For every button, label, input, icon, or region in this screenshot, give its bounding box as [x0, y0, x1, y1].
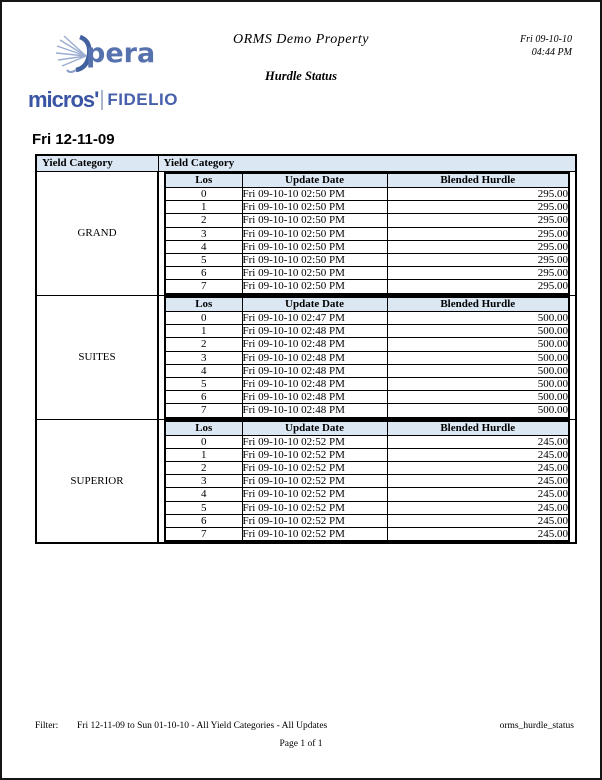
los-cell: 1 — [165, 201, 242, 214]
update-date-cell: Fri 09-10-10 02:48 PM — [242, 325, 387, 338]
update-date-cell: Fri 09-10-10 02:50 PM — [242, 280, 387, 294]
micros-fidelio-logo — [28, 87, 178, 113]
blended-hurdle-cell: 295.00 — [387, 253, 569, 266]
table-row — [165, 338, 569, 351]
table-row — [165, 253, 569, 266]
blended-hurdle-cell: 295.00 — [387, 227, 569, 240]
category-cell: GRAND — [36, 171, 158, 295]
blended-hurdle-cell: 500.00 — [387, 364, 569, 377]
blended-hurdle-cell: 245.00 — [387, 527, 569, 541]
inner-body — [165, 436, 569, 542]
category-cell: SUITES — [36, 295, 158, 419]
inner-col-header: Los — [165, 297, 242, 312]
inner-col-header: Los — [165, 421, 242, 436]
los-cell: 7 — [165, 280, 242, 294]
los-cell: 2 — [165, 214, 242, 227]
table-row — [165, 214, 569, 227]
inner-col-header: Blended Hurdle — [387, 297, 569, 312]
table-row — [165, 325, 569, 338]
update-date-cell: Fri 09-10-10 02:48 PM — [242, 377, 387, 390]
table-row — [165, 462, 569, 475]
blended-hurdle-cell: 500.00 — [387, 338, 569, 351]
table-row — [165, 475, 569, 488]
table-row — [165, 436, 569, 449]
update-date-cell: Fri 09-10-10 02:50 PM — [242, 240, 387, 253]
outer-header-yield-category-right: Yield Category — [158, 155, 576, 171]
hurdle-table-body — [36, 155, 576, 543]
blended-hurdle-cell: 295.00 — [387, 188, 569, 201]
update-date-cell: Fri 09-10-10 02:47 PM — [242, 312, 387, 325]
blended-hurdle-cell: 245.00 — [387, 514, 569, 527]
inner-body — [165, 312, 569, 418]
los-cell: 2 — [165, 338, 242, 351]
page-number: Page 1 of 1 — [279, 739, 323, 749]
update-date-cell: Fri 09-10-10 02:52 PM — [242, 475, 387, 488]
los-table — [164, 420, 570, 543]
table-row — [165, 201, 569, 214]
los-cell: 2 — [165, 462, 242, 475]
los-cell: 0 — [165, 312, 242, 325]
los-cell: 0 — [165, 436, 242, 449]
update-date-cell: Fri 09-10-10 02:52 PM — [242, 462, 387, 475]
update-date-cell: Fri 09-10-10 02:50 PM — [242, 214, 387, 227]
blended-hurdle-cell: 245.00 — [387, 436, 569, 449]
los-cell: 3 — [165, 351, 242, 364]
table-row — [165, 391, 569, 404]
outer-header-yield-category-left: Yield Category — [36, 155, 158, 171]
los-cell: 6 — [165, 267, 242, 280]
blended-hurdle-cell: 500.00 — [387, 404, 569, 418]
update-date-cell: Fri 09-10-10 02:52 PM — [242, 449, 387, 462]
report-time: 04:44 PM — [531, 47, 572, 58]
blended-hurdle-cell: 295.00 — [387, 201, 569, 214]
los-cell: 6 — [165, 514, 242, 527]
los-cell: 3 — [165, 475, 242, 488]
table-row — [165, 227, 569, 240]
update-date-cell: Fri 09-10-10 02:48 PM — [242, 404, 387, 418]
los-cell: 1 — [165, 325, 242, 338]
logo-divider — [101, 90, 103, 110]
los-cell: 1 — [165, 449, 242, 462]
filter-value: Fri 12-11-09 to Sun 01-10-10 - All Yield Categories - All Updates — [77, 721, 328, 731]
update-date-cell: Fri 09-10-10 02:52 PM — [242, 514, 387, 527]
update-date-cell: Fri 09-10-10 02:48 PM — [242, 351, 387, 364]
inner-header-row — [165, 421, 569, 436]
inner-col-header: Update Date — [242, 173, 387, 188]
report-subtitle: Hurdle Status — [265, 69, 337, 83]
blended-hurdle-cell: 245.00 — [387, 488, 569, 501]
inner-header-row — [165, 173, 569, 188]
los-cell: 6 — [165, 391, 242, 404]
yield-category-section — [36, 295, 576, 419]
table-row — [165, 404, 569, 418]
outer-header-row — [36, 155, 576, 171]
blended-hurdle-cell: 295.00 — [387, 214, 569, 227]
update-date-cell: Fri 09-10-10 02:48 PM — [242, 338, 387, 351]
inner-col-header: Blended Hurdle — [387, 173, 569, 188]
table-row — [165, 488, 569, 501]
inner-body — [165, 188, 569, 294]
table-row — [165, 527, 569, 541]
filter-label: Filter: — [35, 721, 59, 731]
footer-filter-line — [35, 721, 574, 731]
update-date-cell: Fri 09-10-10 02:52 PM — [242, 527, 387, 541]
yield-category-section — [36, 171, 576, 295]
blended-hurdle-cell: 500.00 — [387, 391, 569, 404]
fidelio-logo-text: FIDELIO — [107, 90, 178, 109]
inner-col-header: Update Date — [242, 297, 387, 312]
los-cell: 0 — [165, 188, 242, 201]
los-cell: 5 — [165, 501, 242, 514]
inner-col-header: Update Date — [242, 421, 387, 436]
inner-col-header: Los — [165, 173, 242, 188]
table-row — [165, 449, 569, 462]
update-date-cell: Fri 09-10-10 02:48 PM — [242, 391, 387, 404]
report-datetime — [520, 33, 572, 59]
los-cell: 7 — [165, 527, 242, 541]
blended-hurdle-cell: 295.00 — [387, 280, 569, 294]
table-row — [165, 501, 569, 514]
category-cell: SUPERIOR — [36, 419, 158, 543]
los-table — [164, 296, 570, 419]
table-row — [165, 188, 569, 201]
los-cell: 4 — [165, 240, 242, 253]
update-date-cell: Fri 09-10-10 02:50 PM — [242, 188, 387, 201]
report-date: Fri 09-10-10 — [520, 34, 572, 45]
inner-col-header: Blended Hurdle — [387, 421, 569, 436]
table-row — [165, 280, 569, 294]
blended-hurdle-cell: 500.00 — [387, 351, 569, 364]
micros-logo-text: micros' — [28, 87, 99, 112]
report-title: ORMS Demo Property — [232, 32, 369, 47]
report-file-name: orms_hurdle_status — [499, 721, 574, 731]
hurdle-table — [35, 154, 577, 544]
table-row — [165, 364, 569, 377]
hurdle-table-wrap — [35, 154, 577, 544]
update-date-cell: Fri 09-10-10 02:52 PM — [242, 501, 387, 514]
table-row — [165, 240, 569, 253]
blended-hurdle-cell: 500.00 — [387, 325, 569, 338]
update-date-cell: Fri 09-10-10 02:48 PM — [242, 364, 387, 377]
update-date-cell: Fri 09-10-10 02:50 PM — [242, 227, 387, 240]
blended-hurdle-cell: 500.00 — [387, 312, 569, 325]
opera-logo-text: pera — [86, 38, 156, 69]
table-row — [165, 514, 569, 527]
yield-category-section — [36, 419, 576, 543]
los-cell: 5 — [165, 377, 242, 390]
los-table — [164, 172, 570, 295]
los-cell: 4 — [165, 488, 242, 501]
table-row — [165, 267, 569, 280]
blended-hurdle-cell: 245.00 — [387, 475, 569, 488]
update-date-cell: Fri 09-10-10 02:52 PM — [242, 488, 387, 501]
update-date-cell: Fri 09-10-10 02:50 PM — [242, 253, 387, 266]
inner-header-row — [165, 297, 569, 312]
blended-hurdle-cell: 295.00 — [387, 240, 569, 253]
date-heading: Fri 12-11-09 — [32, 131, 115, 148]
blended-hurdle-cell: 245.00 — [387, 449, 569, 462]
blended-hurdle-cell: 500.00 — [387, 377, 569, 390]
table-row — [165, 351, 569, 364]
table-row — [165, 312, 569, 325]
update-date-cell: Fri 09-10-10 02:50 PM — [242, 267, 387, 280]
los-cell: 5 — [165, 253, 242, 266]
update-date-cell: Fri 09-10-10 02:52 PM — [242, 436, 387, 449]
blended-hurdle-cell: 295.00 — [387, 267, 569, 280]
blended-hurdle-cell: 245.00 — [387, 501, 569, 514]
los-cell: 4 — [165, 364, 242, 377]
blended-hurdle-cell: 245.00 — [387, 462, 569, 475]
table-row — [165, 377, 569, 390]
los-cell: 7 — [165, 404, 242, 418]
los-cell: 3 — [165, 227, 242, 240]
update-date-cell: Fri 09-10-10 02:50 PM — [242, 201, 387, 214]
